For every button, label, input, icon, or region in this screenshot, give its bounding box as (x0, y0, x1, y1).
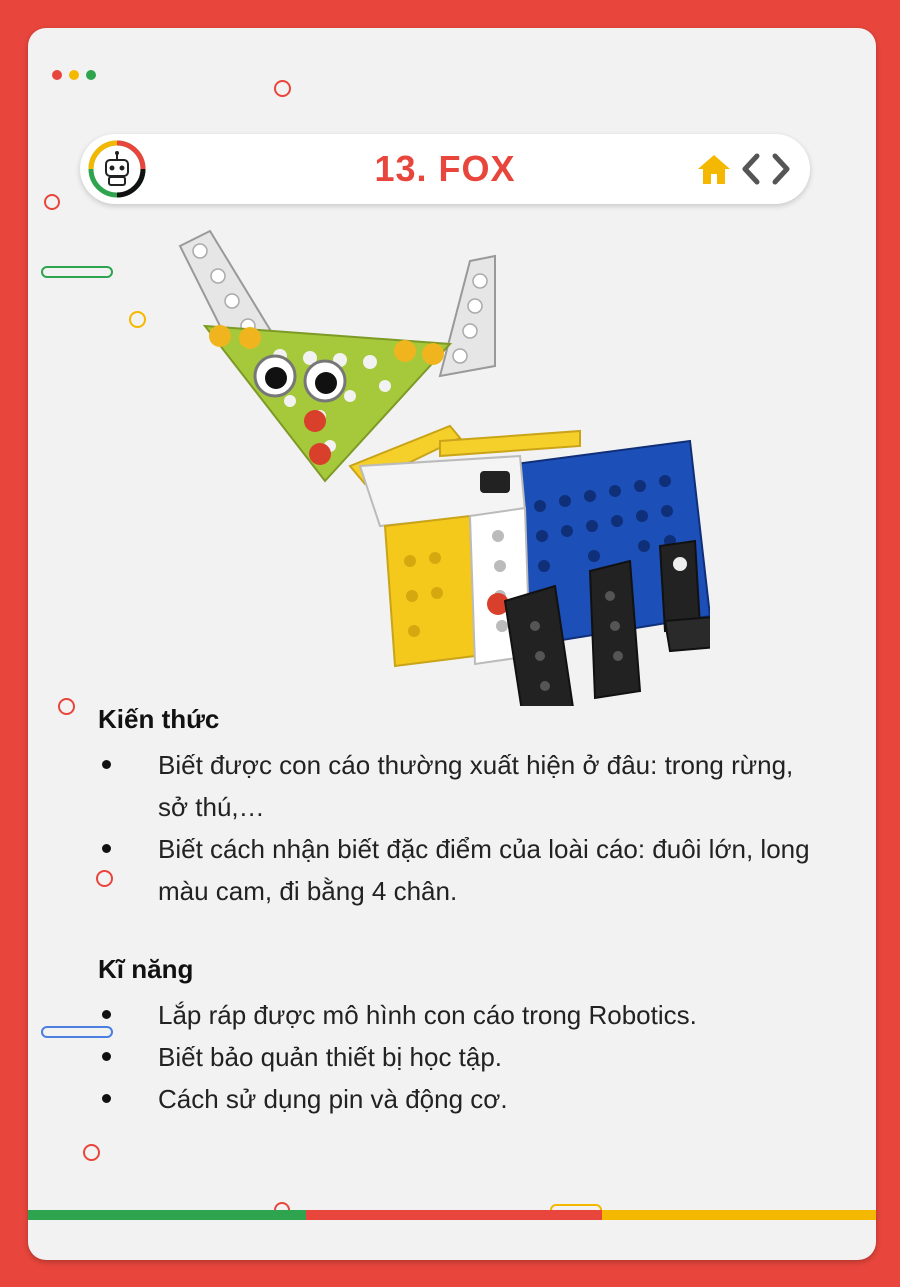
bar-red (306, 1210, 602, 1220)
section-title-knowledge: Kiến thức (98, 704, 220, 734)
list-item: Biết cách nhận biết đặc điểm của loài cáo: đuôi lớn, long màu cam, đi bằng 4 chân. (98, 828, 828, 912)
window-dots (52, 70, 96, 80)
green-dot (86, 70, 96, 80)
deco-pill (41, 266, 113, 278)
lesson-card (28, 28, 876, 1260)
header-bar (80, 134, 810, 204)
red-dot (52, 70, 62, 80)
home-icon[interactable] (696, 152, 732, 186)
page-title: 13. FOX (374, 148, 516, 189)
list-item: Lắp ráp được mô hình con cáo trong Robotics. (98, 994, 828, 1036)
deco-ring (274, 80, 291, 97)
deco-ring (129, 311, 146, 328)
list-item: Biết bảo quản thiết bị học tập. (98, 1036, 828, 1078)
skills-list (98, 994, 828, 1120)
bar-green (28, 1210, 306, 1220)
list-item: Biết được con cáo thường xuất hiện ở đâu: trong rừng, sở thú,… (98, 744, 828, 828)
deco-ring (83, 1144, 100, 1161)
chevron-left-icon[interactable] (740, 152, 762, 186)
deco-ring (58, 698, 75, 715)
list-item: Cách sử dụng pin và động cơ. (98, 1078, 828, 1120)
header-nav (696, 152, 792, 186)
bottom-color-bar (28, 1210, 876, 1220)
section-title-skills: Kĩ năng (98, 954, 194, 984)
knowledge-list (98, 744, 828, 912)
fox-robot-model-image (170, 226, 710, 706)
chevron-right-icon[interactable] (770, 152, 792, 186)
bar-yellow (602, 1210, 876, 1220)
yellow-dot (69, 70, 79, 80)
deco-ring (44, 194, 60, 210)
